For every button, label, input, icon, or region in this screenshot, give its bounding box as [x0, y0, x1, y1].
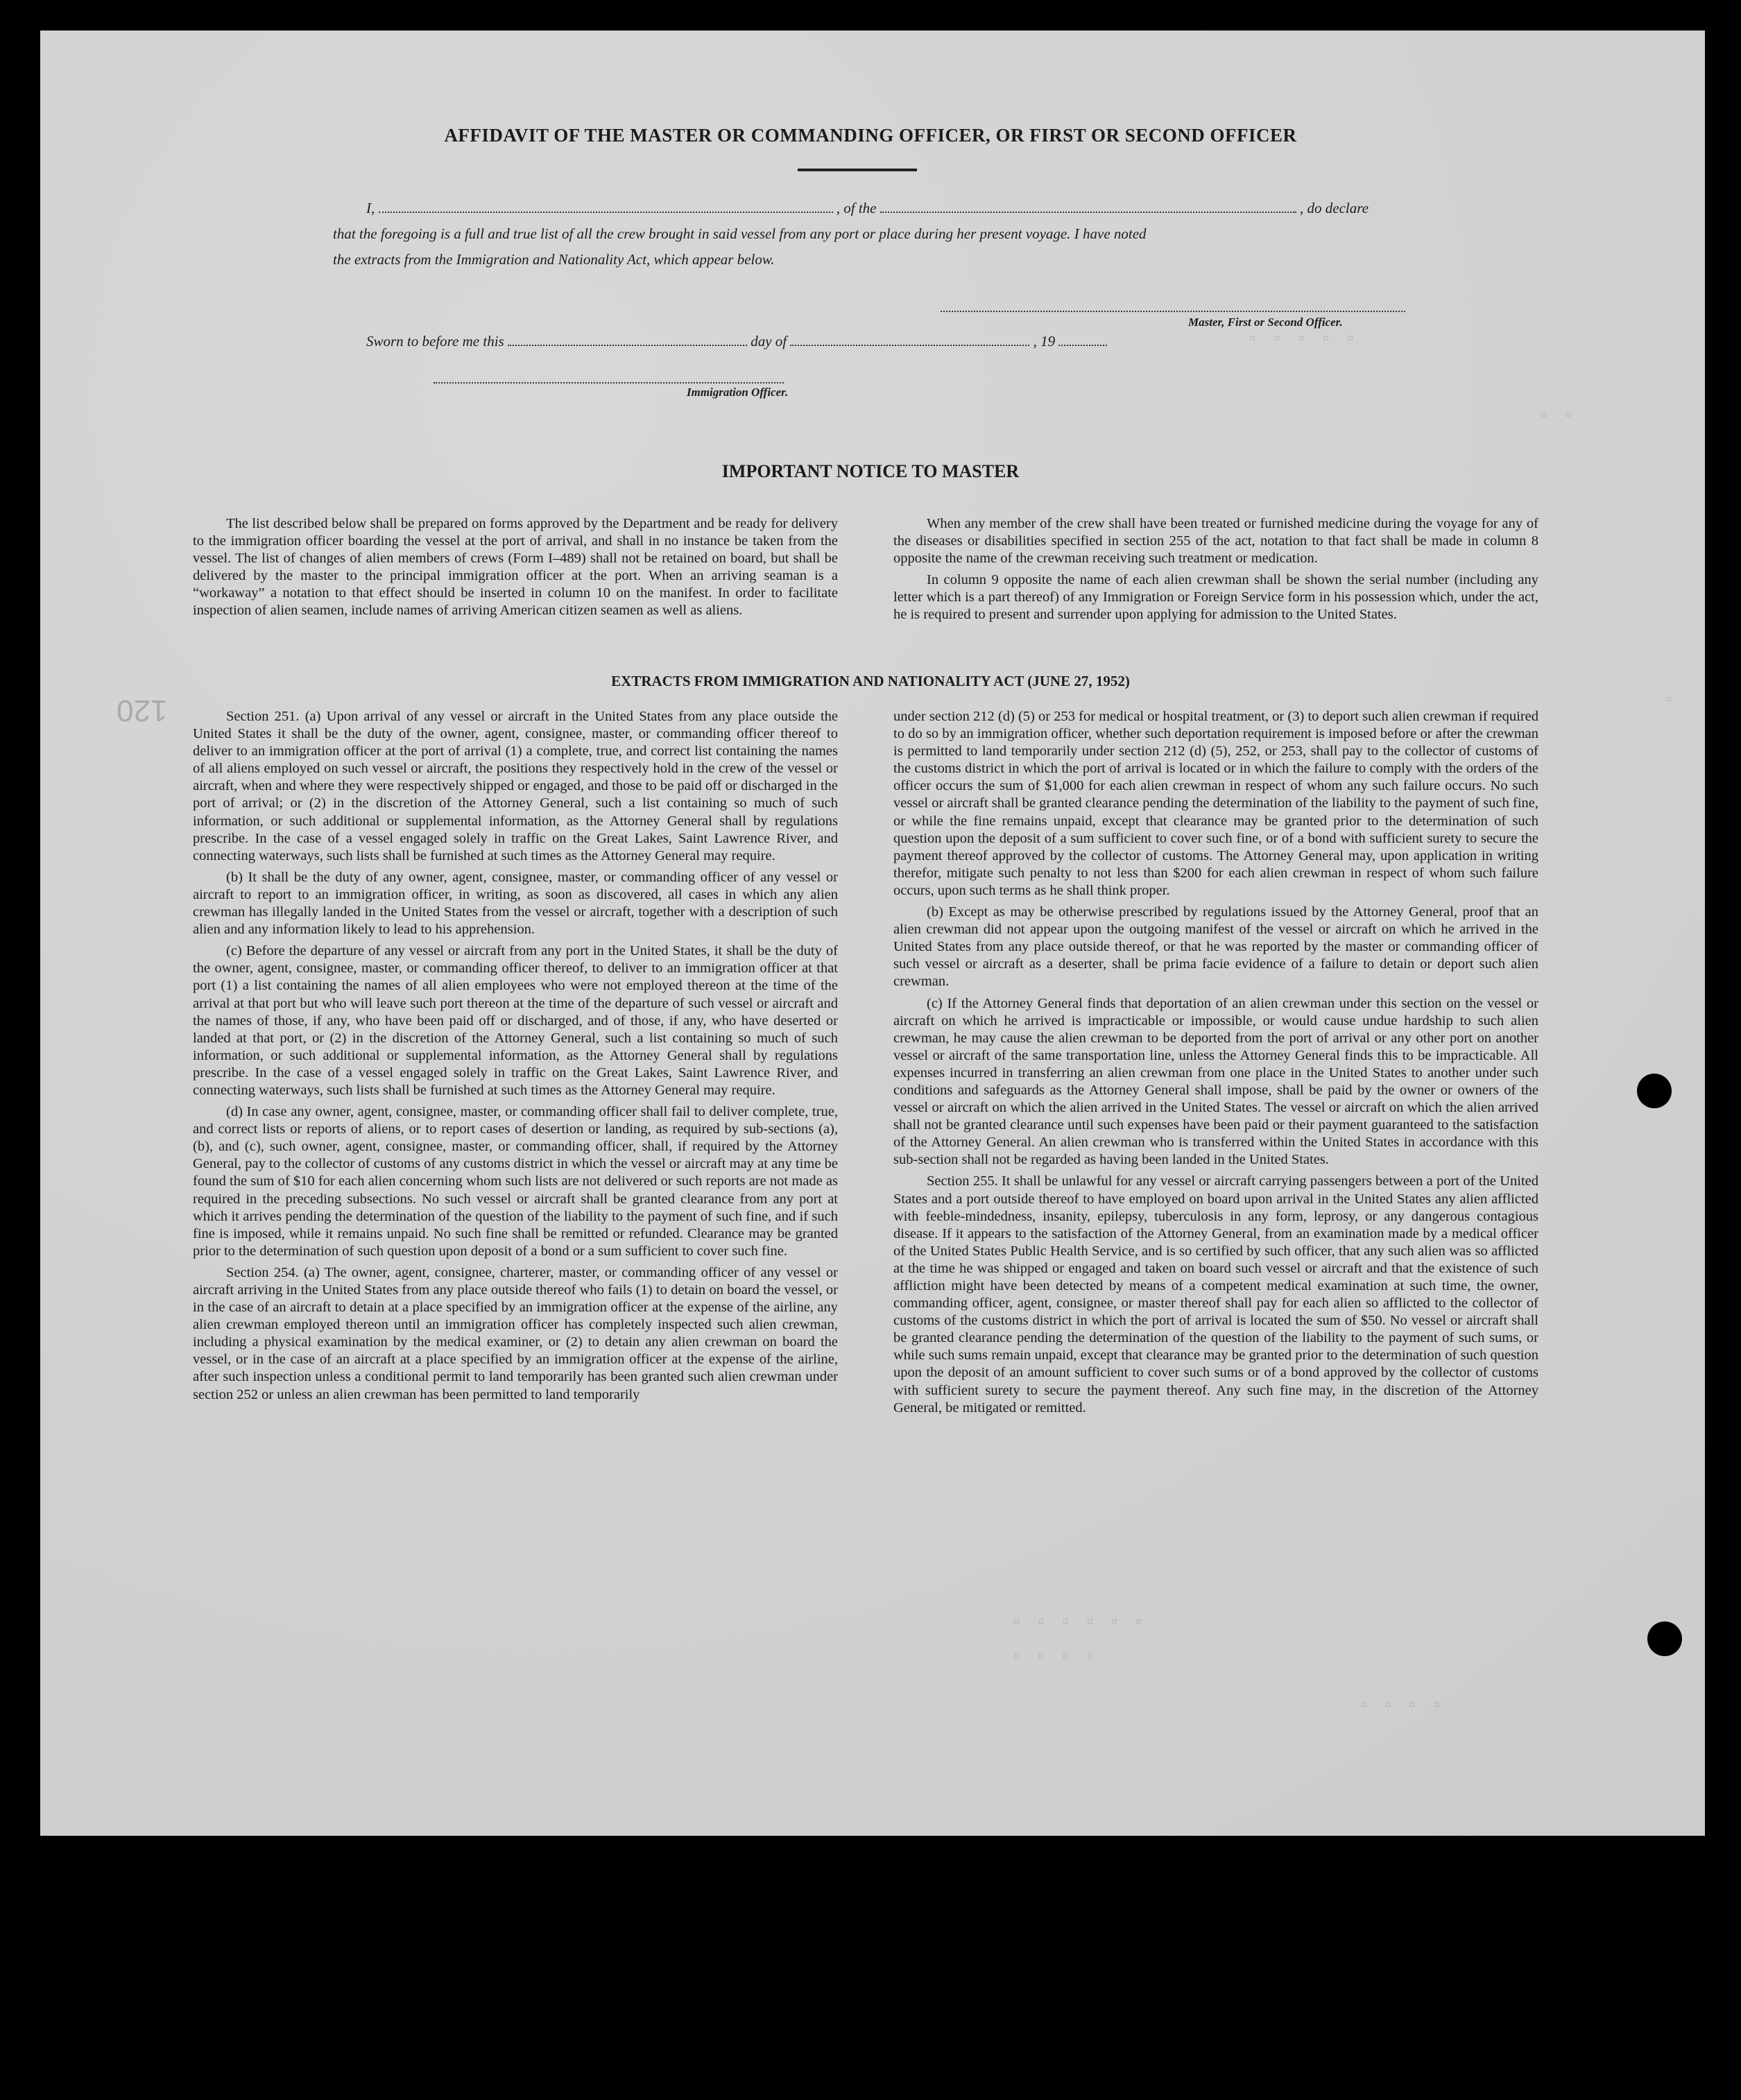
margin-stamp: 120: [117, 694, 168, 728]
punch-hole: [1647, 1621, 1682, 1656]
act-section-paragraph: (b) Except as may be otherwise prescribed by regulations issued by the Attorney General, proof that an alien crewman did not appear upon the outgoing manifest of the vessel or aircraft on which he arrived in the United States from any place outside thereof, or that he was reported by the master or commanding officer of such vessel or aircraft as a deserter, shall be prima facie evidence of a failure to detain or deport such alien crewman.: [893, 904, 1538, 990]
master-caption: Master, First or Second Officer.: [1188, 316, 1343, 329]
vessel-blank: [880, 200, 1296, 213]
act-section-paragraph: Section 254. (a) The owner, agent, consignee, charterer, master, or commanding officer of any vessel or aircraft arriving in the United States from any place outside thereof who fails (1) to detain on board the vessel, or in the case of an aircraft to detain at a place specified by an immigration officer at the expense of the airline, any alien crewman employed thereon until an immigration officer has completely inspected such alien crewman, including a physical examination by the medical examiner, or (2) to detain any alien crewman on board the vessel, or in the case of an aircraft at a place specified by an immigration officer at the expense of the airline, after such inspection unless a conditional permit to land temporarily has been granted such alien crewman under section 252 or unless an alien crewman has been permitted to land temporarily: [193, 1264, 838, 1402]
declaration-of-the: , of the: [836, 200, 877, 216]
day-blank: [508, 334, 747, 346]
month-blank: [790, 334, 1029, 346]
affidavit-title: AFFIDAVIT OF THE MASTER OR COMMANDING OFFICER, OR FIRST OR SECOND OFFICER: [444, 125, 1297, 146]
act-section-paragraph: (d) In case any owner, agent, consignee, master, or commanding officer shall fail to deliver complete, true, and correct lists or reports of aliens, or to report cases of desertion or landing, as required by sub-sections (a), (b), and (c), such owner, agent, consignee, master, or commanding officer, shall, if required by the Attorney General, pay to the collector of customs of any customs district in which the vessel or aircraft may at any time be found the sum of $10 for each alien concerning whom such lists are not delivered or such reports are not made as required in the preceding subsections. No such vessel or aircraft shall be granted clearance from any port at which it arrives pending the determination of the question of the liability to the payment of such fine, and if such fine is imposed, while it remains unpaid. No such fine shall be remitted or refunded. Clearance may be granted prior to the determination of such question upon deposit of a bond or a sum sufficient to cover such fine.: [193, 1104, 838, 1259]
notice-paragraph: The list described below shall be prepared on forms approved by the Department and be ready for delivery to the immigration officer boarding the vessel at the port of arrival, and shall in no instance be taken from the vessel. The list of changes of alien members of crews (Form I–489) shall not be retained on board, but shall be delivered by the master to the principal immigration officer at the port. When an arriving seaman is a “workaway” a notation to that effect should be inserted in column 10 on the manifest. In order to facilitate inspection of alien seamen, include names of arriving American citizen seamen as well as aliens.: [193, 516, 838, 619]
name-blank: [379, 200, 833, 213]
act-section-paragraph: (b) It shall be the duty of any owner, agent, consignee, master, or commanding officer of any vessel or aircraft to report to an immigration officer, in writing, as soon as discovered, all cases in which any alien crewman has illegally landed in the United States from the vessel or aircraft, together with a description of such alien and any information likely to lead to his apprehension.: [193, 869, 838, 938]
bleed-through-text: ▫ ▫ ▫ ▫ ▫ ▫: [1011, 1612, 1146, 1633]
act-section-paragraph: Section 255. It shall be unlawful for any vessel or aircraft carrying passengers between a port of the United States and a port outside thereof to have employed on board upon arrival in the United States any alien afflicted with feeble-mindedness, insanity, epilepsy, tuberculosis in any form, leprosy, or any dangerous contagious disease. If it appears to the satisfaction of the Attorney General, from an examination made by a medical officer of the United States Public Health Service, and is so certified by such officer, that any such alien was so afflicted at the time he was shipped or engaged and taken on board such vessel or aircraft and that the existence of such affliction might have been detected by means of a competent medical examination at such time, the owner, commanding officer, agent, consignee, or master thereof shall pay for each alien so afflicted to the collector of customs of the customs district in which the port of arrival is located the sum of $50. No vessel or aircraft shall be granted clearance pending the determination of the question of the liability to the payment of such sums, or while such sums remain unpaid, except that clearance may be granted prior to the determination of such question upon the deposit of an amount sufficient to cover such sums or of a bond approved by the collector of customs with sufficient surety to secure the payment thereof. Any such fine may, in the discretion of the Attorney General, be mitigated or remitted.: [893, 1173, 1538, 1415]
punch-hole: [1637, 1074, 1672, 1108]
sworn-line: [366, 333, 1107, 350]
sworn-label: Sworn to before me this: [366, 333, 504, 350]
extracts-left-column: [193, 708, 838, 1408]
act-section-paragraph: (c) Before the departure of any vessel or aircraft from any port in the United States, it shall be the duty of the owner, agent, consignee, master, or commanding officer thereof, to deliver to an immigration officer at that port (1) a list containing the names of all alien employees who were not employed thereon at the time of the arrival at that port but who will leave such port thereon at the time of the departure of such vessel or aircraft and the names of those, if any, who have been paid off or discharged, and of those, if any, who have deserted or landed at that port, or (2) in the discretion of the Attorney General, such a list containing so much of such information, or such additional or supplemental information, as the Attorney General shall by regulations prescribe. In the case of a vessel engaged solely in traffic on the Great Lakes, Saint Lawrence River, and connecting waterways, such lists shall be furnished at such times as the Attorney General may require.: [193, 943, 838, 1098]
act-section-paragraph: Section 251. (a) Upon arrival of any vessel or aircraft in the United States from any place outside the United States it shall be the duty of the owner, agent, consignee, master, or commanding officer thereof to deliver to an immigration officer at the port of arrival (1) a complete, true, and correct list containing the names of all aliens employed on such vessel or aircraft, the positions they respectively hold in the crew of the vessel or aircraft, when and where they were respectively shipped or engaged, and those to be paid off or discharged in the port of arrival; or (2) in the discretion of the Attorney General, such a list containing so much of such information, or such additional or supplemental information, as the Attorney General shall by regulations prescribe. In the case of a vessel engaged solely in traffic on the Great Lakes, Saint Lawrence River, and connecting waterways, such lists shall be furnished at such times as the Attorney General may require.: [193, 709, 838, 863]
notice-paragraph: When any member of the crew shall have been treated or furnished medicine during the voyage for any of the diseases or disabilities specified in section 255 of the act, notation to that fact shall be made in column 8 opposite the name of the crewman receiving such treatment or medication.: [893, 516, 1538, 567]
act-section-paragraph: (c) If the Attorney General finds that deportation of an alien crewman under this section on the vessel or aircraft on which he arrived is impracticable or impossible, or would cause undue hardship to such alien crewman, he may cause the alien crewman to be deported from the port of arrival or any other port on another vessel or aircraft of the same transportation line, unless the Attorney General finds this to be impracticable. All expenses incurred in transferring an alien crewman from one place in the United States to another under such conditions and safeguards as the Attorney General shall impose, shall be paid by the owner or owners of the vessel or aircraft on which the alien arrived in the United States. The vessel or aircraft on which the alien arrived shall not be granted clearance until such expenses have been paid or their payment guaranteed to the satisfaction of the Attorney General. An alien crewman who is transferred within the United States in accordance with this sub-section shall not be regarded as having been landed in the United States.: [893, 995, 1538, 1168]
declaration-text-2: the extracts from the Immigration and Nationality Act, which appear below.: [333, 251, 775, 268]
bleed-through-text: ▫ ▫ ▫ ▫: [1011, 1646, 1097, 1667]
day-of-label: day of: [751, 333, 787, 350]
year-blank: [1058, 334, 1107, 346]
officer-caption: Immigration Officer.: [687, 386, 789, 399]
notice-title: IMPORTANT NOTICE TO MASTER: [721, 461, 1020, 481]
extracts-right-column: [893, 708, 1538, 1421]
bleed-through-text: ▫ ▫ ▫ ▫: [1358, 1695, 1444, 1716]
notice-right-column: [893, 515, 1538, 628]
declaration-i: I,: [366, 200, 375, 216]
notice-left-column: [193, 515, 838, 624]
master-signature-line: [941, 300, 1405, 312]
declaration-do-declare: , do declare: [1300, 200, 1369, 216]
declaration-line: [366, 200, 1369, 217]
year-label: , 19: [1033, 333, 1056, 350]
officer-signature-line: [434, 371, 784, 384]
declaration-text-1: that the foregoing is a full and true list of all the crew brought in said vessel from any port or place during her present voyage. I have noted: [333, 225, 1147, 242]
bleed-through-text: ▫ ▫ ▫ ▫ ▫: [1247, 329, 1357, 350]
title-rule: [798, 169, 917, 171]
act-section-paragraph: under section 212 (d) (5) or 253 for medical or hospital treatment, or (3) to deport such alien crewman if required to do so by an immigration officer, whether such deportation requirement is imposed before or after the crewman is permitted to land temporarily under section 212 (d) (5), 252, or 253, shall pay to the collector of customs of the customs district in which the port of arrival is located or in which the failure to comply with the orders of the officer occurs the sum of $1,000 for each alien crewman in respect of whom any such failure occurs. No such vessel or aircraft shall be granted clearance pending the determination of the liability to the payment of such fine, or while the fine remains unpaid, except that clearance may be granted prior to the determination of such question upon the deposit of a sum sufficient to cover such fine, or of a bond with sufficient surety to secure the payment thereof approved by the collector of customs. The Attorney General may, upon application in writing therefor, mitigate such penalty to not less than $200 for each alien crewman in respect of whom such failure occurs, upon such terms as he shall think proper.: [893, 709, 1538, 898]
bleed-through-text: ▫: [1663, 689, 1676, 710]
bleed-through-text: ▫ ▫: [1538, 405, 1575, 426]
notice-paragraph: In column 9 opposite the name of each alien crewman shall be shown the serial number (including any letter which is a part thereof) of any Immigration or Foreign Service form in his possession which, under the act, he is required to present and surrender upon applying for admission to the United States.: [893, 572, 1538, 623]
extracts-title: EXTRACTS FROM IMMIGRATION AND NATIONALITY ACT (JUNE 27, 1952): [611, 673, 1130, 689]
